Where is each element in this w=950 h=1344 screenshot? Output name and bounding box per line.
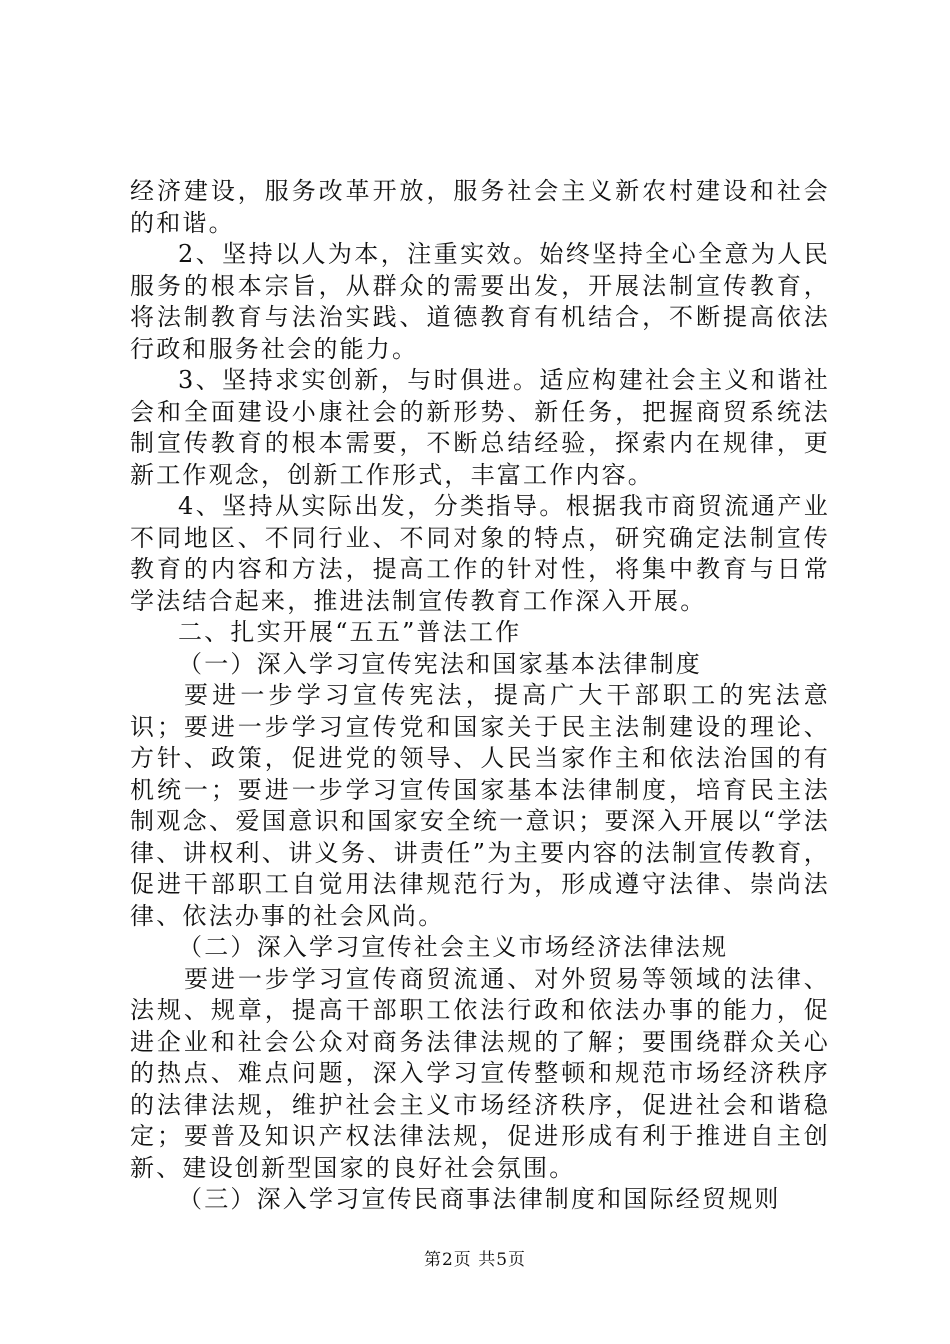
paragraph-continuation: 经济建设，服务改革开放，服务社会主义新农村建设和社会的和谐。 [130, 177, 830, 237]
paragraph-principle-3: 3、坚持求实创新，与时俱进。适应构建社会主义和谐社会和全面建设小康社会的新形势、新任务，把握商贸系统法制宣传教育的根本需要，不断总结经验，探索内在规律，更新工作观念，创新工作形式，丰富工作内容。 [130, 366, 830, 489]
paragraph-subsection-1: 要进一步学习宣传宪法，提高广大干部职工的宪法意识；要进一步学习宣传党和国家关于民主法制建设的理论、方针、政策，促进党的领导、人民当家作主和依法治国的有机统一；要进一步学习宣传国家基本法律制度，培育民主法制观念、爱国意识和国家安全统一意识；要深入开展以“学法律、讲权利、讲义务、讲责任”为主要内容的法制宣传教育，促进干部职工自觉用法律规范行为，形成遵守法律、崇尚法律、依法办事的社会风尚。 [130, 681, 830, 930]
paragraph-subsection-2: 要进一步学习宣传商贸流通、对外贸易等领域的法律、法规、规章，提高干部职工依法行政和依法办事的能力，促进企业和社会公众对商务法律法规的了解；要围绕群众关心的热点、难点问题，深入学习宣传整顿和规范市场经济秩序的法律法规，维护社会主义市场经济秩序，促进社会和谐稳定；要普及知识产权法律法规，促进形成有利于推进自主创新、建设创新型国家的良好社会氛围。 [130, 964, 830, 1182]
subsection-heading-3: （三）深入学习宣传民商事法律制度和国际经贸规则 [178, 1185, 781, 1213]
paragraph-principle-2: 2、坚持以人为本，注重实效。始终坚持全心全意为人民服务的根本宗旨，从群众的需要出发，开展法制宣传教育，将法制教育与法治实践、道德教育有机结合，不断提高依法行政和服务社会的能力。 [130, 240, 830, 363]
paragraph-principle-4: 4、坚持从实际出发，分类指导。根据我市商贸流通产业不同地区、不同行业、不同对象的特点，研究确定法制宣传教育的内容和方法，提高工作的针对性，将集中教育与日常学法结合起来，推进法制宣传教育工作深入开展。 [130, 492, 830, 615]
subsection-heading-1: （一）深入学习宣传宪法和国家基本法律制度 [178, 649, 702, 678]
page-footer [0, 1245, 950, 1270]
subsection-heading-2: （二）深入学习宣传社会主义市场经济法律法规 [178, 933, 729, 961]
page-number: 第2页 共5页 [423, 1250, 527, 1270]
section-heading-2: 二、扎实开展“五五”普法工作 [178, 618, 522, 646]
document-body [130, 176, 830, 1216]
